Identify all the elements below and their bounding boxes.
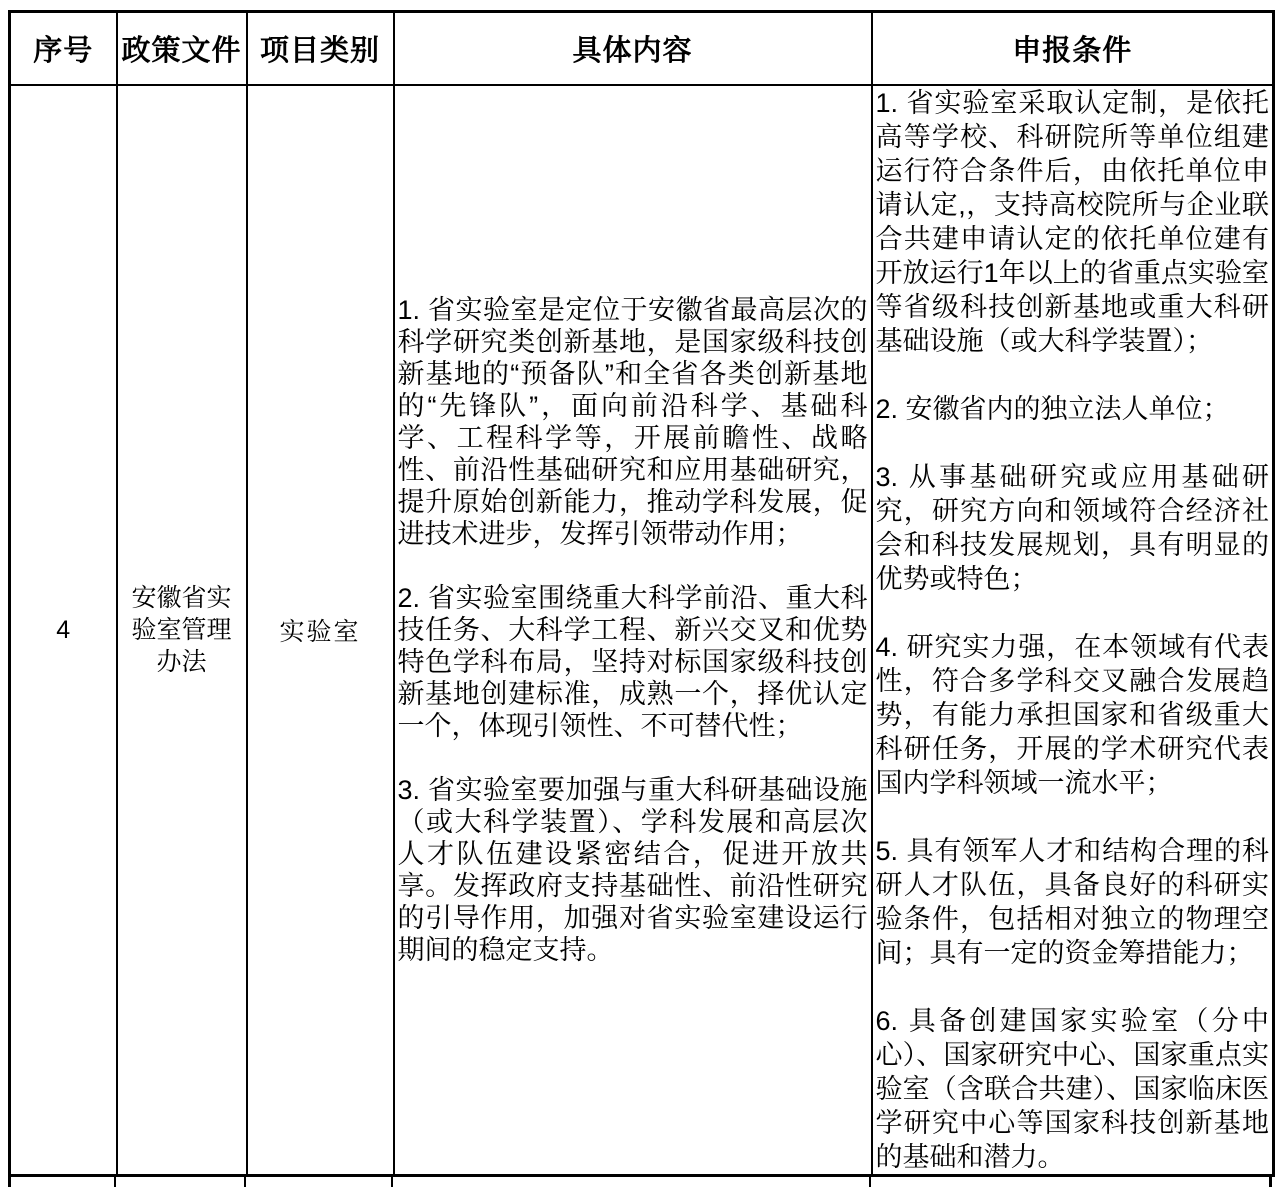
cell-specific-content <box>394 85 872 1176</box>
col-header-specific-content: 具体内容 <box>394 12 872 86</box>
table-continuation-line <box>391 1175 393 1187</box>
policy-table <box>8 10 1275 1177</box>
cell-policy-document: 安徽省实验室管理办法 <box>117 85 247 1176</box>
paragraph: 1. 省实验室采取认定制，是依托高等学校、科研院所等单位组建运行符合条件后，由依托单位申请认定,，支持高校院所与企业联合共建申请认定的依托单位建有开放运行1年以上的省重点实验室等省级科技创新基地或重大科研基础设施（或大科学装置）； <box>875 88 1269 356</box>
paragraph: 1. 省实验室是定位于安徽省最高层次的科学研究类创新基地，是国家级科技创新基地的“预备队”和全省各类创新基地的“先锋队”，面向前沿科学、基础科学、工程科学等，开展前瞻性、战略性、前沿性基础研究和应用基础研究，提升原始创新能力，推动学科发展，促进技术进步，发挥引领带动作用； <box>397 295 868 549</box>
paragraph: 6. 具备创建国家实验室（分中心）、国家研究中心、国家重点实验室（含联合共建）、国家临床医学研究中心等国家科技创新基地的基础和潜力。 <box>875 1006 1269 1172</box>
col-header-application-conditions: 申报条件 <box>872 12 1274 86</box>
paragraph: 3. 省实验室要加强与重大科研基础设施（或大科学装置）、学科发展和高层次人才队伍建设紧密结合，促进开放共享。发挥政府支持基础性、前沿性研究的引导作用，加强对省实验室建设运行期间的稳定支持。 <box>397 775 868 965</box>
table-row <box>10 85 1274 1176</box>
col-header-policy-document: 政策文件 <box>117 12 247 86</box>
col-header-project-category: 项目类别 <box>247 12 394 86</box>
table-continuation-line <box>1269 1175 1272 1187</box>
cell-project-category: 实验室 <box>247 85 394 1176</box>
paragraph: 2. 安徽省内的独立法人单位； <box>875 394 1230 424</box>
paragraph: 3. 从事基础研究或应用基础研究，研究方向和领域符合经济社会和科技发展规划，具有明显的优势或特色； <box>875 462 1269 594</box>
table-continuation-line <box>244 1175 246 1187</box>
cell-serial-number: 4 <box>10 85 117 1176</box>
table-continuation-line <box>869 1175 871 1187</box>
col-header-serial-number: 序号 <box>10 12 117 86</box>
paragraph: 4. 研究实力强，在本领域有代表性，符合多学科交叉融合发展趋势，有能力承担国家和省级重大科研任务，开展的学术研究代表国内学科领域一流水平； <box>875 632 1269 798</box>
header-row <box>10 12 1274 86</box>
cell-application-conditions <box>872 85 1274 1176</box>
table-continuation-line <box>114 1175 116 1187</box>
table-continuation-line <box>8 1175 11 1187</box>
paragraph: 2. 省实验室围绕重大科学前沿、重大科技任务、大科学工程、新兴交叉和优势特色学科布局，坚持对标国家级科技创新基地创建标准，成熟一个，择优认定一个，体现引领性、不可替代性； <box>397 583 868 741</box>
paragraph: 5. 具有领军人才和结构合理的科研人才队伍，具备良好的科研实验条件，包括相对独立的物理空间；具有一定的资金筹措能力； <box>875 836 1269 968</box>
